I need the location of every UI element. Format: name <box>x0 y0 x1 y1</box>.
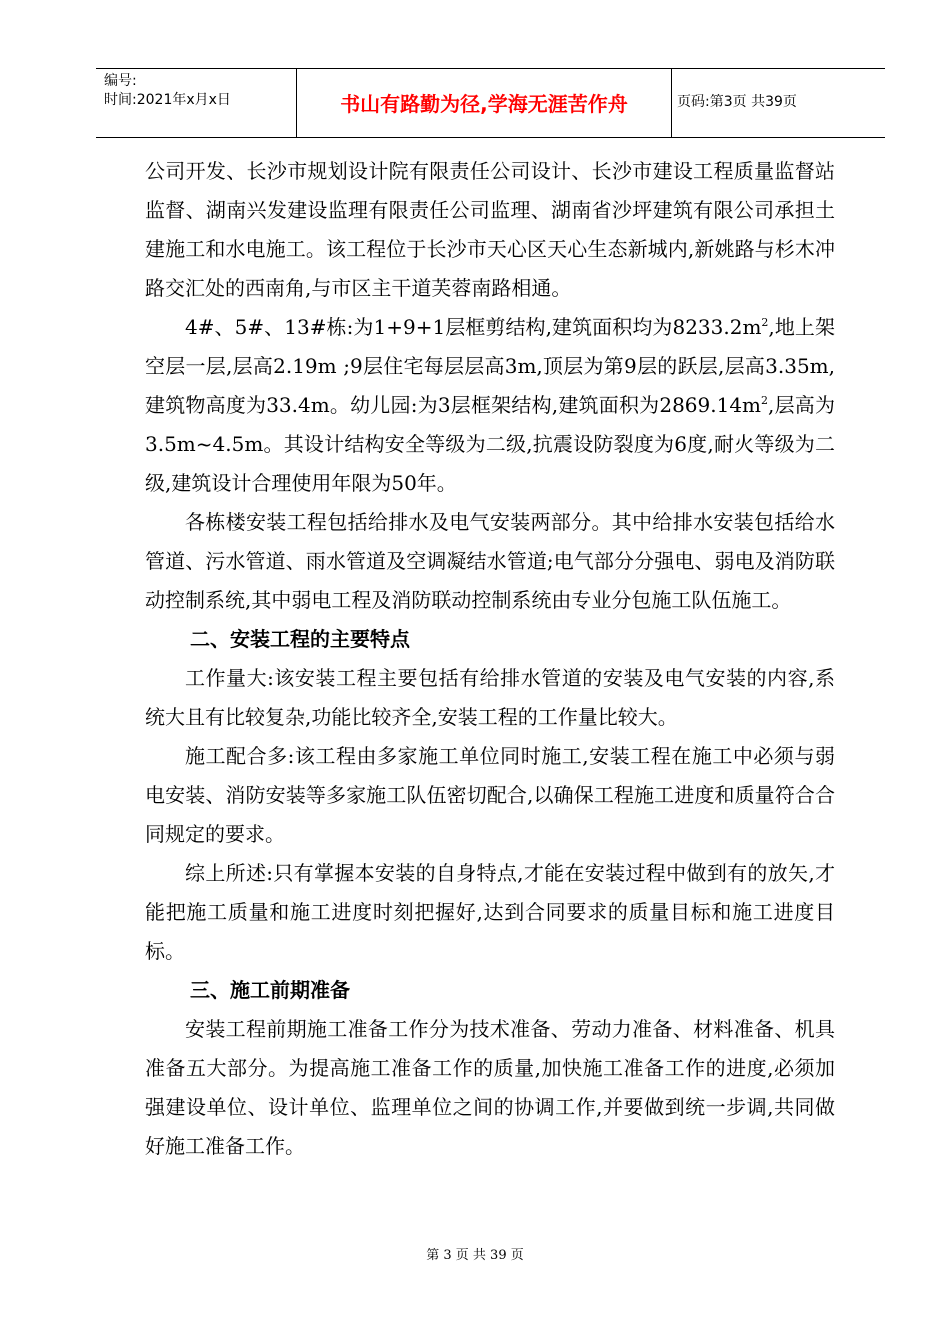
paragraph-building-structure <box>145 308 835 503</box>
paragraph-installation-scope: 各栋楼安装工程包括给排水及电气安装两部分。其中给排水安装包括给水管道、污水管道、雨水管道及空调凝结水管道;电气部分分强电、弱电及消防联动控制系统,其中弱电工程及消防联动控制系统由专业分包施工队伍施工。 <box>145 510 835 612</box>
building-structure-text-3: ,层高为3.5m~4.5m。其设计结构安全等级为二级,抗震设防裂度为6度,耐火等级为二级,建筑设计合理使用年限为50年。 <box>145 393 835 495</box>
header-page-cell <box>671 69 885 137</box>
section-heading-preparation: 三、施工前期准备 <box>190 978 350 1002</box>
superscript-square-1: 2 <box>761 316 769 329</box>
header-motto-cell <box>296 69 672 137</box>
page-footer: 第 3 页 共 39 页 <box>426 1248 524 1263</box>
page-header-table <box>96 68 885 138</box>
paragraph-coordination: 施工配合多:该工程由多家施工单位同时施工,安装工程在施工中必须与弱电安装、消防安装等多家施工队伍密切配合,以确保工程施工进度和质量符合合同规定的要求。 <box>145 744 835 846</box>
document-code-label: 编号: <box>104 73 137 89</box>
document-body <box>145 152 835 1166</box>
section-heading-features: 二、安装工程的主要特点 <box>190 627 410 651</box>
superscript-square-2: 2 <box>761 394 769 407</box>
header-motto: 书山有路勤为径,学海无涯苦作舟 <box>340 92 628 116</box>
paragraph-summary: 综上所述:只有掌握本安装的自身特点,才能在安装过程中做到有的放矢,才能把施工质量和施工进度时刻把握好,达到合同要求的质量目标和施工进度目标。 <box>145 861 835 963</box>
header-page-number: 页码:第3页 共39页 <box>677 94 797 110</box>
paragraph-workload: 工作量大:该安装工程主要包括有给排水管道的安装及电气安装的内容,系统大且有比较复杂,功能比较齐全,安装工程的工作量比较大。 <box>145 666 835 729</box>
building-structure-text-2: ,地上架空层一层,层高2.19m ;9层住宅每层层高3m,顶层为第9层的跃层,层高3.35m,建筑物高度为33.4m。幼儿园:为3层框架结构,建筑面积为2869.14m <box>145 315 835 417</box>
paragraph-project-overview: 公司开发、长沙市规划设计院有限责任公司设计、长沙市建设工程质量监督站监督、湖南兴发建设监理有限责任公司监理、湖南省沙坪建筑有限公司承担土建施工和水电施工。该工程位于长沙市天心区天心生态新城内,新姚路与杉木冲路交汇处的西南角,与市区主干道芙蓉南路相通。 <box>145 159 835 300</box>
building-structure-text-1: 4#、5#、13#栋:为1+9+1层框剪结构,建筑面积均为8233.2m <box>185 315 762 339</box>
paragraph-preparation: 安装工程前期施工准备工作分为技术准备、劳动力准备、材料准备、机具准备五大部分。为提高施工准备工作的质量,加快施工准备工作的进度,必须加强建设单位、设计单位、监理单位之间的协调工作,并要做到统一步调,共同做好施工准备工作。 <box>145 1017 835 1158</box>
header-meta-cell <box>96 69 296 137</box>
document-time-label: 时间:2021年x月x日 <box>104 92 231 108</box>
